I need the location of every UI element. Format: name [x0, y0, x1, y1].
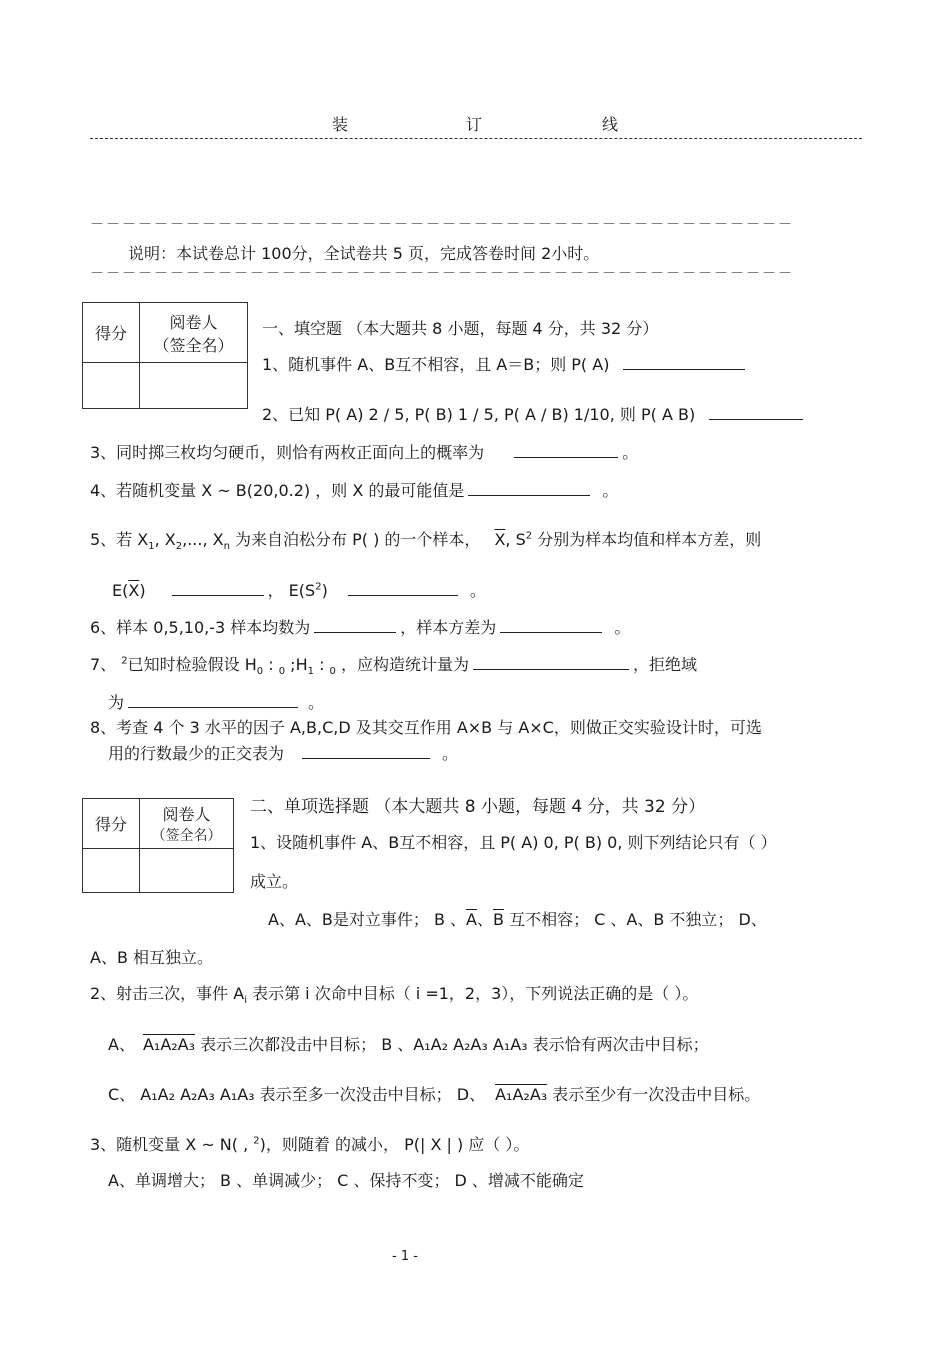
- s1-q3-text: 3、同时掷三枚均匀硬币，则恰有两枚正面向上的概率为: [90, 443, 485, 462]
- s1-q5-xbar2: $\overline{X}$: [128, 581, 140, 600]
- s1-q7-sup: 2: [121, 655, 128, 667]
- binding-char-2: 订: [466, 115, 483, 134]
- s1-q5-sub: 1: [148, 541, 155, 553]
- s1-q6: [90, 615, 630, 638]
- s2-q1-opt-text: A、A、B是对立事件； B 、: [268, 910, 467, 929]
- s1-q5-sub: 2: [175, 541, 183, 553]
- s1-q7-text: 为: [108, 693, 125, 712]
- s1-q8-period: 。: [442, 744, 459, 763]
- s1-q5-es2: ， E(S: [267, 581, 316, 600]
- s1-q8-blank[interactable]: [302, 757, 430, 759]
- s2-q2-text: 2、射击三次，事件 A: [90, 984, 245, 1003]
- dash-row-top: －－－－－－－－－－－－－－－－－－－－－－－－－－－－－－－－－－－－－－－－－－－－: [90, 217, 794, 233]
- s2-q1-options: [268, 907, 767, 930]
- s1-q7-num: 7、: [90, 655, 122, 674]
- s2-q2-opt-text: 表示至少有一次没击中目标。: [547, 1085, 761, 1104]
- s1-q5-part: 分别为样本均值和样本方差，则: [532, 530, 762, 549]
- s1-q5-part: 为来自泊松分布 P( ) 的一个样本，: [229, 530, 481, 549]
- s1-q5-blank-2[interactable]: [348, 594, 458, 596]
- s2-q3-sup: 2: [253, 1135, 260, 1147]
- s2-q2-opt-d-expr: A₁A₂A₃: [495, 1085, 548, 1104]
- s1-q1-answer-blank[interactable]: [623, 368, 745, 370]
- grader-label: [140, 799, 234, 849]
- score-label: 得分: [83, 799, 140, 849]
- s1-q5-sup: 2: [525, 530, 533, 542]
- s2-q1-line2: 成立。: [250, 872, 299, 891]
- s1-q7-line2: [108, 690, 324, 713]
- s1-q7-text: :: [263, 655, 279, 674]
- score-box-1: [82, 302, 248, 409]
- s1-q8-text: 用的行数最少的正交表为: [108, 744, 285, 763]
- s2-q1-abar: $\overline{A}$: [466, 910, 477, 929]
- s1-q4: [90, 478, 618, 501]
- score-label: 得分: [83, 303, 140, 363]
- s1-q5-blank-1[interactable]: [172, 594, 264, 596]
- grader-sign: （签全名）: [151, 828, 222, 844]
- s2-q2-opt-label: A、: [108, 1035, 135, 1054]
- score-box-2: [82, 798, 234, 893]
- s1-q3-answer-blank[interactable]: [514, 456, 618, 458]
- grader-title: 阅卷人: [162, 805, 211, 824]
- s1-q7-sub: 1: [307, 666, 314, 678]
- s1-q5-part: ,..., X: [182, 530, 224, 549]
- s2-q2-opt-text: 表示三次都没击中目标； B 、A₁A₂ A₂A₃ A₁A₃ 表示恰有两次击中目标；: [195, 1035, 709, 1054]
- s1-q4-period: 。: [602, 481, 619, 500]
- s1-q7-blank-2[interactable]: [128, 706, 298, 708]
- s1-q5-period: 。: [469, 581, 486, 600]
- section1-title: 一、填空题 （本大题共 8 小题，每题 4 分，共 32 分）: [262, 319, 659, 338]
- s2-q1-opt-text: 、: [476, 910, 493, 929]
- s1-q4-text: 4、若随机变量 X ~ B(20,0.2) ，则 X 的最可能值是: [90, 481, 465, 500]
- s1-q3: [90, 440, 638, 463]
- s1-q7-text: ;H: [285, 655, 308, 674]
- s1-q1: [262, 352, 749, 375]
- s1-q2-text: 2、已知 P( A) 2 / 5, P( B) 1 / 5, P( A / B) 1/10, 则 P( A B): [262, 405, 696, 424]
- s1-q7-text: ，拒绝域: [633, 655, 698, 674]
- s2-q1-opt-text: 互不相容； C 、A、B 不独立； D、: [503, 910, 767, 929]
- s1-q5-e: E(: [112, 581, 129, 600]
- grader-cell[interactable]: [140, 849, 234, 893]
- s1-q5-part: , S: [505, 530, 526, 549]
- s1-q5-line2: [112, 578, 486, 601]
- exam-instructions: 说明：本试卷总计 100分，全试卷共 5 页，完成答卷时间 2小时。: [128, 244, 600, 263]
- s1-q5-sub: n: [223, 541, 230, 553]
- s1-q2-answer-blank[interactable]: [709, 418, 803, 420]
- s1-q2: [262, 402, 807, 425]
- s1-q7-period: 。: [308, 693, 325, 712]
- s1-q6-text2: ，样本方差为: [400, 618, 497, 637]
- s1-q6-blank-1[interactable]: [314, 631, 396, 633]
- s2-q3-text: )，则随着 的减小， P(| X | ) 应（ ）。: [259, 1135, 530, 1154]
- s2-q1: 1、设随机事件 A、B互不相容，且 P( A) 0, P( B) 0, 则下列结论只有（ ）: [250, 833, 777, 852]
- page-number: - 1 -: [392, 1249, 418, 1264]
- s1-q5-e: ): [321, 581, 328, 600]
- score-cell[interactable]: [83, 363, 140, 409]
- binding-char-3: 线: [602, 115, 619, 134]
- s2-q2-text: 表示第 i 次命中目标（ i =1，2，3），下列说法正确的是（ ）。: [247, 984, 699, 1003]
- grader-sign: （签全名）: [153, 335, 234, 355]
- s2-q2-sub: i: [244, 995, 247, 1007]
- s2-q3-options: A、单调增大； B 、单调减少； C 、保持不变； D 、增减不能确定: [108, 1171, 584, 1190]
- s1-q1-text: 1、随机事件 A、B互不相容，且 A＝B；则 P( A): [262, 355, 610, 374]
- s1-q7-text: :: [313, 655, 330, 674]
- binding-char-1: 装: [332, 115, 349, 134]
- grader-cell[interactable]: [140, 363, 248, 409]
- s1-q7-sub: 0: [256, 666, 264, 678]
- s1-q7-sub: 0: [278, 666, 286, 678]
- score-cell[interactable]: [83, 849, 140, 893]
- s1-q5-sup: 2: [315, 581, 322, 593]
- s1-q7: [90, 652, 697, 677]
- s1-q8: 8、考查 4 个 3 水平的因子 A,B,C,D 及其交互作用 A×B 与 A×C，则做正交实验设计时，可选: [90, 718, 762, 737]
- s1-q6-text: 6、样本 0,5,10,-3 样本均数为: [90, 618, 311, 637]
- grader-title: 阅卷人: [169, 312, 218, 332]
- s2-q1-options-line2: A、B 相互独立。: [90, 948, 214, 967]
- s2-q2-options-cd: [108, 1082, 760, 1105]
- s1-q7-text: 已知时检验假设 H: [127, 655, 257, 674]
- s2-q1-bbar: $\overline{B}$: [493, 910, 504, 929]
- s1-q8-line2: [108, 741, 458, 764]
- dash-row-bottom: －－－－－－－－－－－－－－－－－－－－－－－－－－－－－－－－－－－－－－－－－－－－: [90, 266, 794, 282]
- s1-q7-sub: 0: [329, 666, 336, 678]
- s2-q3: [90, 1132, 529, 1155]
- s1-q5-e: ): [139, 581, 146, 600]
- s1-q6-blank-2[interactable]: [500, 631, 602, 633]
- s2-q3-text: 3、随机变量 X ~ N( ,: [90, 1135, 254, 1154]
- grader-label: [140, 303, 248, 363]
- binding-dashed-line: [90, 138, 862, 139]
- s2-q2-options-ab: [108, 1032, 709, 1055]
- s1-q4-answer-blank[interactable]: [468, 494, 590, 496]
- s2-q2-opt-text: C、 A₁A₂ A₂A₃ A₁A₃ 表示至多一次没击中目标； D、: [108, 1085, 486, 1104]
- s2-q2: [90, 981, 698, 1006]
- section2-title: 二、单项选择题 （本大题共 8 小题，每题 4 分，共 32 分）: [250, 797, 706, 817]
- s1-q5: [90, 527, 761, 552]
- s1-q5-part: , X: [154, 530, 176, 549]
- s1-q7-text: ，应构造统计量为: [335, 655, 470, 674]
- s1-q3-period: 。: [622, 443, 639, 462]
- s1-q5-xbar: $\overline{X}$: [494, 530, 506, 549]
- s2-q2-opt-a-expr: A₁A₂A₃: [142, 1035, 196, 1054]
- s1-q5-part: 5、若 X: [90, 530, 149, 549]
- s1-q7-blank-1[interactable]: [473, 668, 629, 670]
- s1-q6-period: 。: [614, 618, 631, 637]
